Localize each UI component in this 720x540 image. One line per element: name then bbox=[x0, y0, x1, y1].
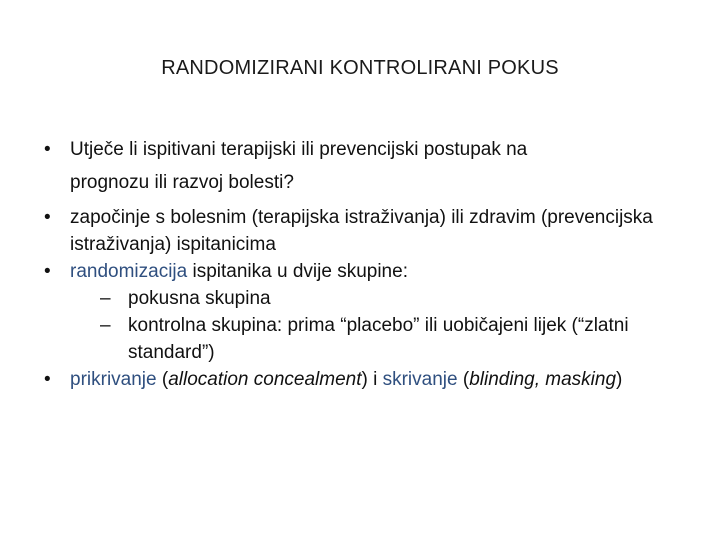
bullet-marker: • bbox=[44, 369, 51, 390]
term-allocation-en: allocation concealment bbox=[168, 369, 362, 390]
paren-open-2: ( bbox=[457, 369, 470, 390]
bullet-list bbox=[44, 136, 684, 393]
term-blinding-en: blinding, masking bbox=[469, 369, 617, 390]
paren-open-1: ( bbox=[156, 369, 169, 390]
term-allocation: prikrivanje bbox=[70, 369, 157, 390]
dash-marker: – bbox=[100, 288, 111, 309]
term-blinding: skrivanje bbox=[382, 369, 458, 390]
subitem-2 bbox=[44, 312, 684, 366]
subitem-1 bbox=[44, 285, 684, 312]
bullet-3-text: ispitanika u dvije skupine: bbox=[187, 261, 408, 282]
paren-close-1: ) i bbox=[361, 369, 383, 390]
slide-title: RANDOMIZIRANI KONTROLIRANI POKUS bbox=[161, 57, 559, 79]
bullet-2-text: započinje s bolesnim (terapijska istraživanja) ili zdravim (prevencijska istraživanja) ispitanicima bbox=[70, 207, 653, 255]
dash-marker: – bbox=[100, 315, 111, 336]
bullet-item-4 bbox=[44, 366, 684, 393]
bullet-item-1 bbox=[44, 136, 684, 196]
term-randomization: randomizacija bbox=[70, 261, 188, 282]
subitem-1-text: pokusna skupina bbox=[128, 288, 271, 309]
bullet-item-2 bbox=[44, 204, 684, 258]
subitem-2-text: kontrolna skupina: prima “placebo” ili uobičajeni lijek (“zlatni standard”) bbox=[128, 315, 629, 363]
bullet-marker: • bbox=[44, 207, 51, 228]
bullet-marker: • bbox=[44, 139, 51, 160]
bullet-item-3 bbox=[44, 258, 684, 285]
bullet-1-line-2: prognozu ili razvoj bolesti? bbox=[70, 172, 294, 193]
bullet-marker: • bbox=[44, 261, 51, 282]
paren-close-2: ) bbox=[616, 369, 623, 390]
bullet-1-line-1: Utječe li ispitivani terapijski ili prevencijski postupak na bbox=[70, 139, 528, 160]
